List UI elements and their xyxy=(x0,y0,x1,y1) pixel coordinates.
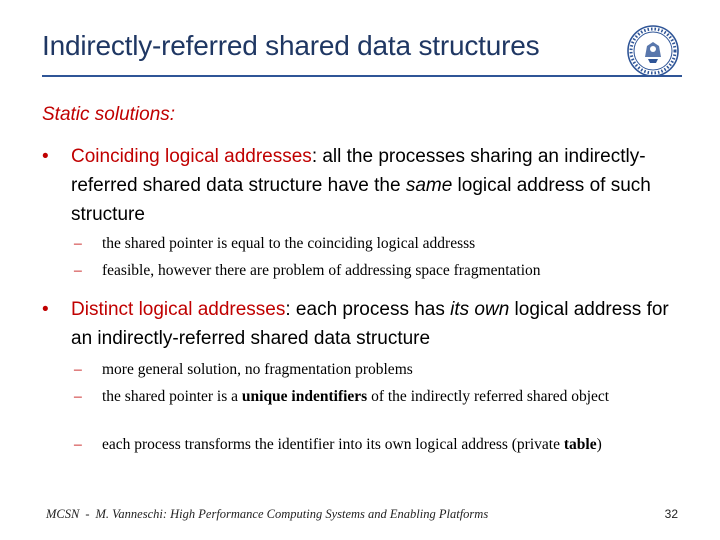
subitem-bold: unique indentifiers xyxy=(241,388,368,405)
title-divider xyxy=(42,75,682,77)
slide-subtitle: Static solutions: xyxy=(42,104,176,125)
bullet-emphasis: its own xyxy=(450,299,510,320)
footer-text: M. Vanneschi: High Performance Computing Systems and Enabling Platforms xyxy=(95,507,489,521)
subitem xyxy=(74,259,674,283)
subitem-text: more general solution, no fragmentation problems xyxy=(102,361,413,378)
bullet-text xyxy=(71,142,692,229)
subitem-text-part: the shared pointer is a xyxy=(102,388,242,405)
slide-footer xyxy=(46,507,488,522)
dash-marker: – xyxy=(74,436,82,453)
subitem-text: feasible, however there are problem of addressing space fragmentation xyxy=(102,262,541,279)
subitem-text-part: each process transforms the identifier into its own logical address (private xyxy=(102,436,564,453)
bullet-marker: • xyxy=(42,299,49,320)
bullet-body-end: logical address of such structure xyxy=(71,175,651,225)
subitem-bold: table xyxy=(563,436,597,453)
bullet-text xyxy=(71,295,692,353)
dash-marker: – xyxy=(74,262,82,279)
dash-marker: – xyxy=(74,235,82,252)
bullet-body: : each process has xyxy=(285,299,451,320)
footer-course: MCSN xyxy=(46,507,80,521)
subitem-text-part: of the indirectly referred shared object xyxy=(367,388,610,405)
bullet-coinciding-addresses xyxy=(42,142,692,229)
bullet-term: Distinct logical addresses xyxy=(71,299,286,320)
bullet-distinct-addresses xyxy=(42,295,692,353)
page-number: 32 xyxy=(664,507,678,521)
subitem-text-part: ) xyxy=(596,436,602,453)
slide-title: Indirectly-referred shared data structures xyxy=(42,30,540,61)
subitem xyxy=(74,433,674,457)
footer-separator: - xyxy=(85,507,90,521)
subitem xyxy=(74,358,674,382)
bullet-body-end: logical address for an indirectly-referred shared data structure xyxy=(71,299,669,349)
subitem-text: the shared pointer is equal to the coinciding logical addresss xyxy=(102,235,476,252)
dash-marker: – xyxy=(74,388,82,405)
subitem xyxy=(74,385,674,409)
university-seal-icon xyxy=(626,24,680,78)
subitem-text xyxy=(102,433,674,457)
bullet-term: Coinciding logical addresses xyxy=(71,146,312,167)
subitem xyxy=(74,232,674,256)
subitem-text xyxy=(102,385,674,409)
bullet-marker: • xyxy=(42,146,49,167)
bullet-body: : all the processes sharing an indirectly-referred shared data structure have the xyxy=(71,146,646,196)
bullet-emphasis: same xyxy=(405,175,453,196)
dash-marker: – xyxy=(74,361,82,378)
